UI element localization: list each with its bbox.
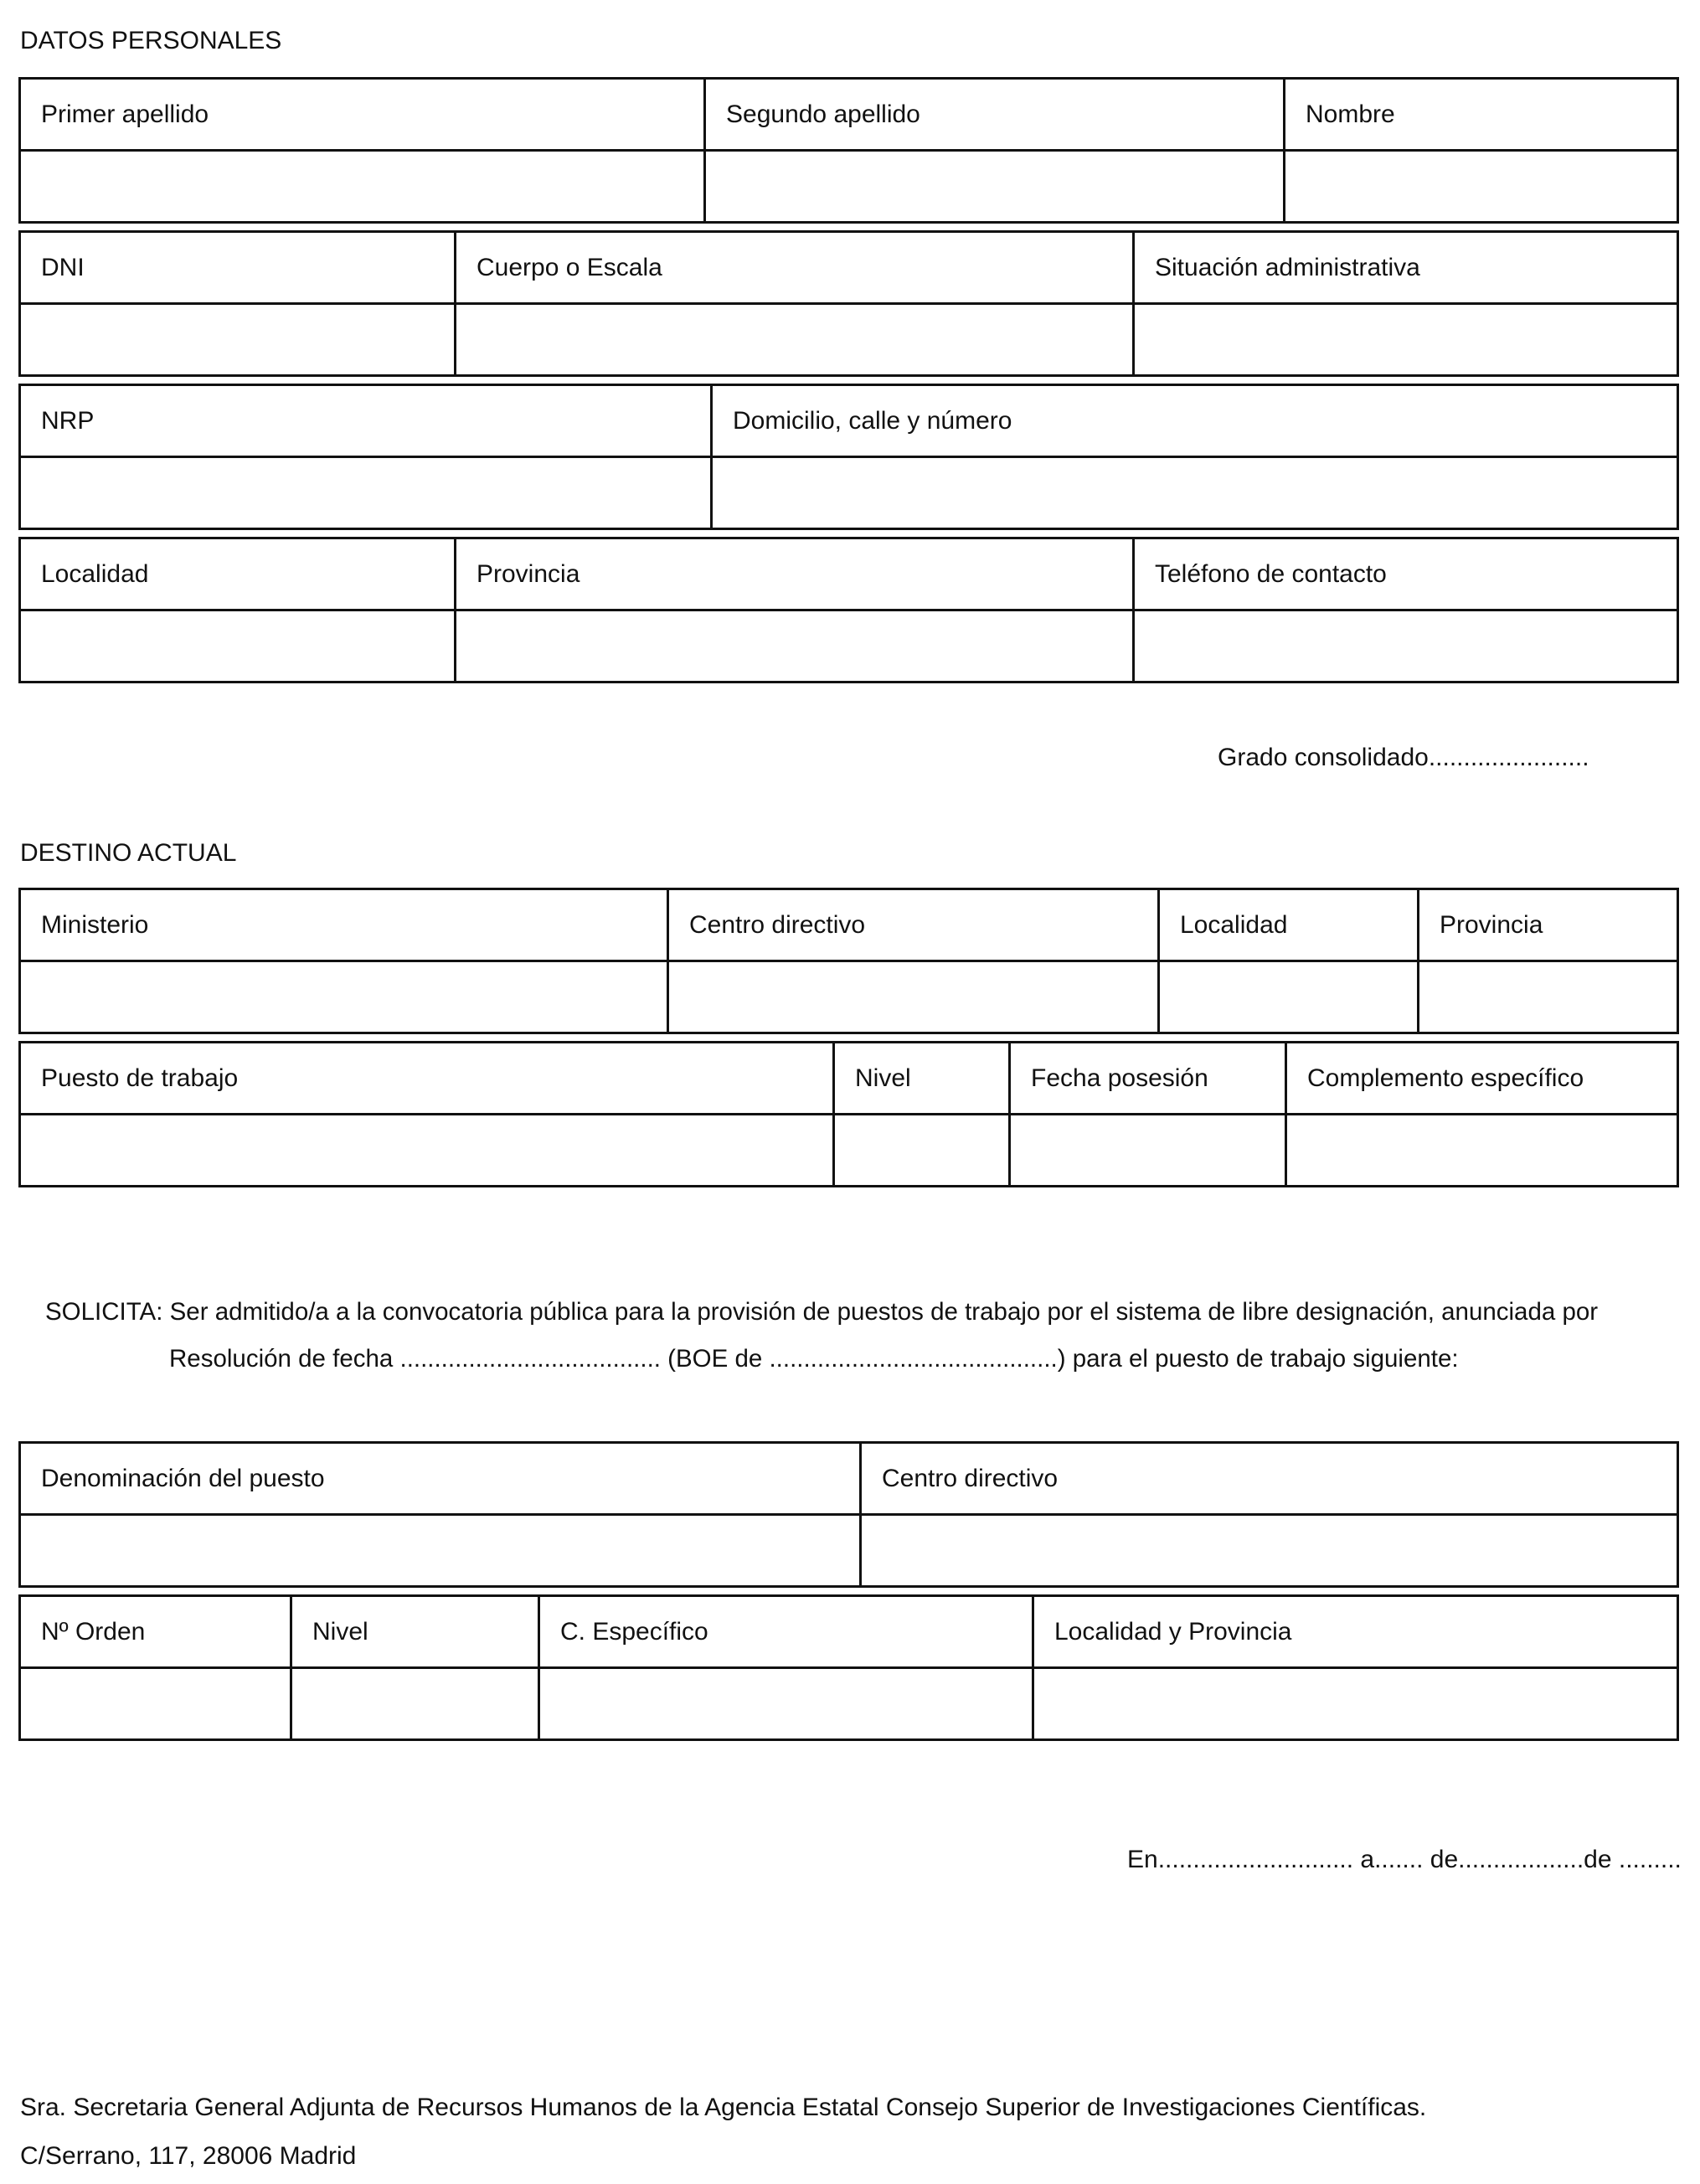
field-destino-localidad[interactable] <box>1159 961 1419 1033</box>
label-provincia: Provincia <box>456 538 1134 610</box>
field-segundo-apellido[interactable] <box>705 151 1285 223</box>
personal-data-table-1 <box>18 77 1679 224</box>
lugar-fecha-line: En............................ a....... de..................de ......... <box>1127 1846 1682 1873</box>
label-nrp: NRP <box>20 385 712 457</box>
field-puesto-centro-directivo[interactable] <box>861 1515 1678 1587</box>
label-telefono: Teléfono de contacto <box>1134 538 1678 610</box>
label-destino-localidad: Localidad <box>1159 889 1419 961</box>
puesto-table-2 <box>18 1594 1679 1741</box>
label-puesto-nivel: Nivel <box>291 1596 539 1668</box>
personal-section-title: DATOS PERSONALES <box>20 27 282 54</box>
label-puesto-trabajo: Puesto de trabajo <box>20 1043 834 1115</box>
field-primer-apellido[interactable] <box>20 151 705 223</box>
label-n-orden: Nº Orden <box>20 1596 291 1668</box>
label-domicilio: Domicilio, calle y número <box>712 385 1678 457</box>
field-telefono[interactable] <box>1134 610 1678 682</box>
field-domicilio[interactable] <box>712 457 1678 529</box>
field-nrp[interactable] <box>20 457 712 529</box>
puesto-table-1 <box>18 1441 1679 1588</box>
label-c-especifico: C. Específico <box>539 1596 1033 1668</box>
field-puesto-nivel[interactable] <box>291 1668 539 1740</box>
field-centro-directivo[interactable] <box>668 961 1159 1033</box>
field-complemento-especifico[interactable] <box>1286 1115 1678 1187</box>
label-nivel: Nivel <box>834 1043 1010 1115</box>
field-localidad[interactable] <box>20 610 456 682</box>
label-situacion-administrativa: Situación administrativa <box>1134 232 1678 304</box>
label-ministerio: Ministerio <box>20 889 668 961</box>
label-complemento-especifico: Complemento específico <box>1286 1043 1678 1115</box>
destino-table-1 <box>18 888 1679 1034</box>
label-puesto-centro-directivo: Centro directivo <box>861 1443 1678 1515</box>
field-ministerio[interactable] <box>20 961 668 1033</box>
field-localidad-provincia[interactable] <box>1033 1668 1678 1740</box>
field-dni[interactable] <box>20 304 456 376</box>
label-centro-directivo: Centro directivo <box>668 889 1159 961</box>
label-fecha-posesion: Fecha posesión <box>1010 1043 1286 1115</box>
field-situacion-administrativa[interactable] <box>1134 304 1678 376</box>
label-destino-provincia: Provincia <box>1419 889 1678 961</box>
label-primer-apellido: Primer apellido <box>20 79 705 151</box>
label-localidad: Localidad <box>20 538 456 610</box>
field-nivel[interactable] <box>834 1115 1010 1187</box>
field-cuerpo-escala[interactable] <box>456 304 1134 376</box>
field-nombre[interactable] <box>1285 151 1678 223</box>
destino-section-title: DESTINO ACTUAL <box>20 839 237 867</box>
solicita-line-1: SOLICITA: Ser admitido/a a la convocatoria pública para la provisión de puestos de trabajo por el sistema de libre designación, anunciada por <box>45 1298 1599 1326</box>
field-n-orden[interactable] <box>20 1668 291 1740</box>
field-c-especifico[interactable] <box>539 1668 1033 1740</box>
destino-table-2 <box>18 1041 1679 1187</box>
field-fecha-posesion[interactable] <box>1010 1115 1286 1187</box>
personal-data-table-2 <box>18 230 1679 377</box>
label-cuerpo-escala: Cuerpo o Escala <box>456 232 1134 304</box>
destinatario-line-1: Sra. Secretaria General Adjunta de Recursos Humanos de la Agencia Estatal Consejo Superior de Investigaciones Científicas. <box>20 2094 1427 2121</box>
grado-consolidado: Grado consolidado....................... <box>1218 744 1589 771</box>
label-nombre: Nombre <box>1285 79 1678 151</box>
field-destino-provincia[interactable] <box>1419 961 1678 1033</box>
label-dni: DNI <box>20 232 456 304</box>
field-denominacion-puesto[interactable] <box>20 1515 861 1587</box>
label-denominacion-puesto: Denominación del puesto <box>20 1443 861 1515</box>
label-segundo-apellido: Segundo apellido <box>705 79 1285 151</box>
field-puesto-trabajo[interactable] <box>20 1115 834 1187</box>
personal-data-table-3 <box>18 384 1679 530</box>
destinatario-line-2: C/Serrano, 117, 28006 Madrid <box>20 2142 357 2170</box>
label-localidad-provincia: Localidad y Provincia <box>1033 1596 1678 1668</box>
personal-data-table-4 <box>18 537 1679 683</box>
solicita-line-2: Resolución de fecha ...................................... (BOE de ..........................................) para el puesto de trabajo siguiente: <box>169 1345 1459 1373</box>
field-provincia[interactable] <box>456 610 1134 682</box>
